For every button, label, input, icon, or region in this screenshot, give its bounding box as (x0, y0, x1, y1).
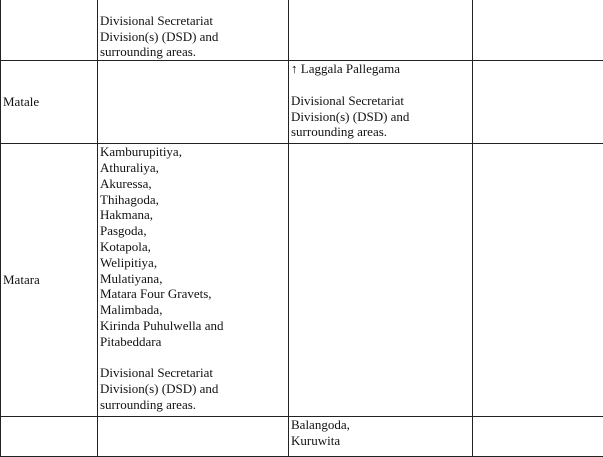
area-line: Divisional Secretariat (100, 13, 286, 29)
empty-cell (473, 61, 603, 144)
area-cell (289, 144, 473, 417)
line-gap (100, 350, 286, 366)
area-cell (98, 61, 289, 144)
area-line: Malimbada, (100, 302, 286, 318)
table-row (1, 417, 603, 457)
area-list (100, 0, 286, 60)
area-line: Mulatiyana, (100, 271, 286, 287)
area-list (100, 144, 286, 413)
area-line: surrounding areas. (291, 124, 470, 140)
area-cell (98, 417, 289, 457)
area-line: Hakmana, (100, 207, 286, 223)
empty-cell (473, 0, 603, 61)
area-cell (98, 0, 289, 61)
area-line: Athuraliya, (100, 160, 286, 176)
area-line: Balangoda, (291, 417, 470, 433)
empty-cell (473, 417, 603, 457)
area-line: Thihagoda, (100, 192, 286, 208)
line-gap (291, 77, 470, 93)
area-line: Matara Four Gravets, (100, 286, 286, 302)
district-cell: Matara (1, 144, 98, 417)
area-list (291, 61, 470, 140)
district-cell: Matale (1, 61, 98, 144)
area-line: Welipitiya, (100, 255, 286, 271)
area-line: Division(s) (DSD) and (100, 381, 286, 397)
table-row (1, 144, 603, 417)
table-row (1, 0, 603, 61)
area-line: Division(s) (DSD) and (291, 109, 470, 125)
line-gap (100, 0, 286, 13)
area-line: Kuruwita (291, 433, 470, 449)
area-cell (289, 417, 473, 457)
area-line: Divisional Secretariat (291, 93, 470, 109)
district-cell (1, 417, 98, 457)
area-list (291, 417, 470, 449)
area-line: surrounding areas. (100, 397, 286, 413)
area-line: Pasgoda, (100, 223, 286, 239)
area-line: Pitabeddara (100, 334, 286, 350)
district-cell (1, 0, 98, 61)
area-line: Kamburupitiya, (100, 144, 286, 160)
area-line: Kotapola, (100, 239, 286, 255)
area-cell (98, 144, 289, 417)
area-line: Kirinda Puhulwella and (100, 318, 286, 334)
area-cell (289, 61, 473, 144)
area-line: ↑ Laggala Pallegama (291, 61, 470, 77)
table-row (1, 61, 603, 144)
area-line: Division(s) (DSD) and (100, 29, 286, 45)
area-line: Divisional Secretariat (100, 365, 286, 381)
area-line: surrounding areas. (100, 44, 286, 60)
empty-cell (473, 144, 603, 417)
area-cell (289, 0, 473, 61)
area-line: Akuressa, (100, 176, 286, 192)
